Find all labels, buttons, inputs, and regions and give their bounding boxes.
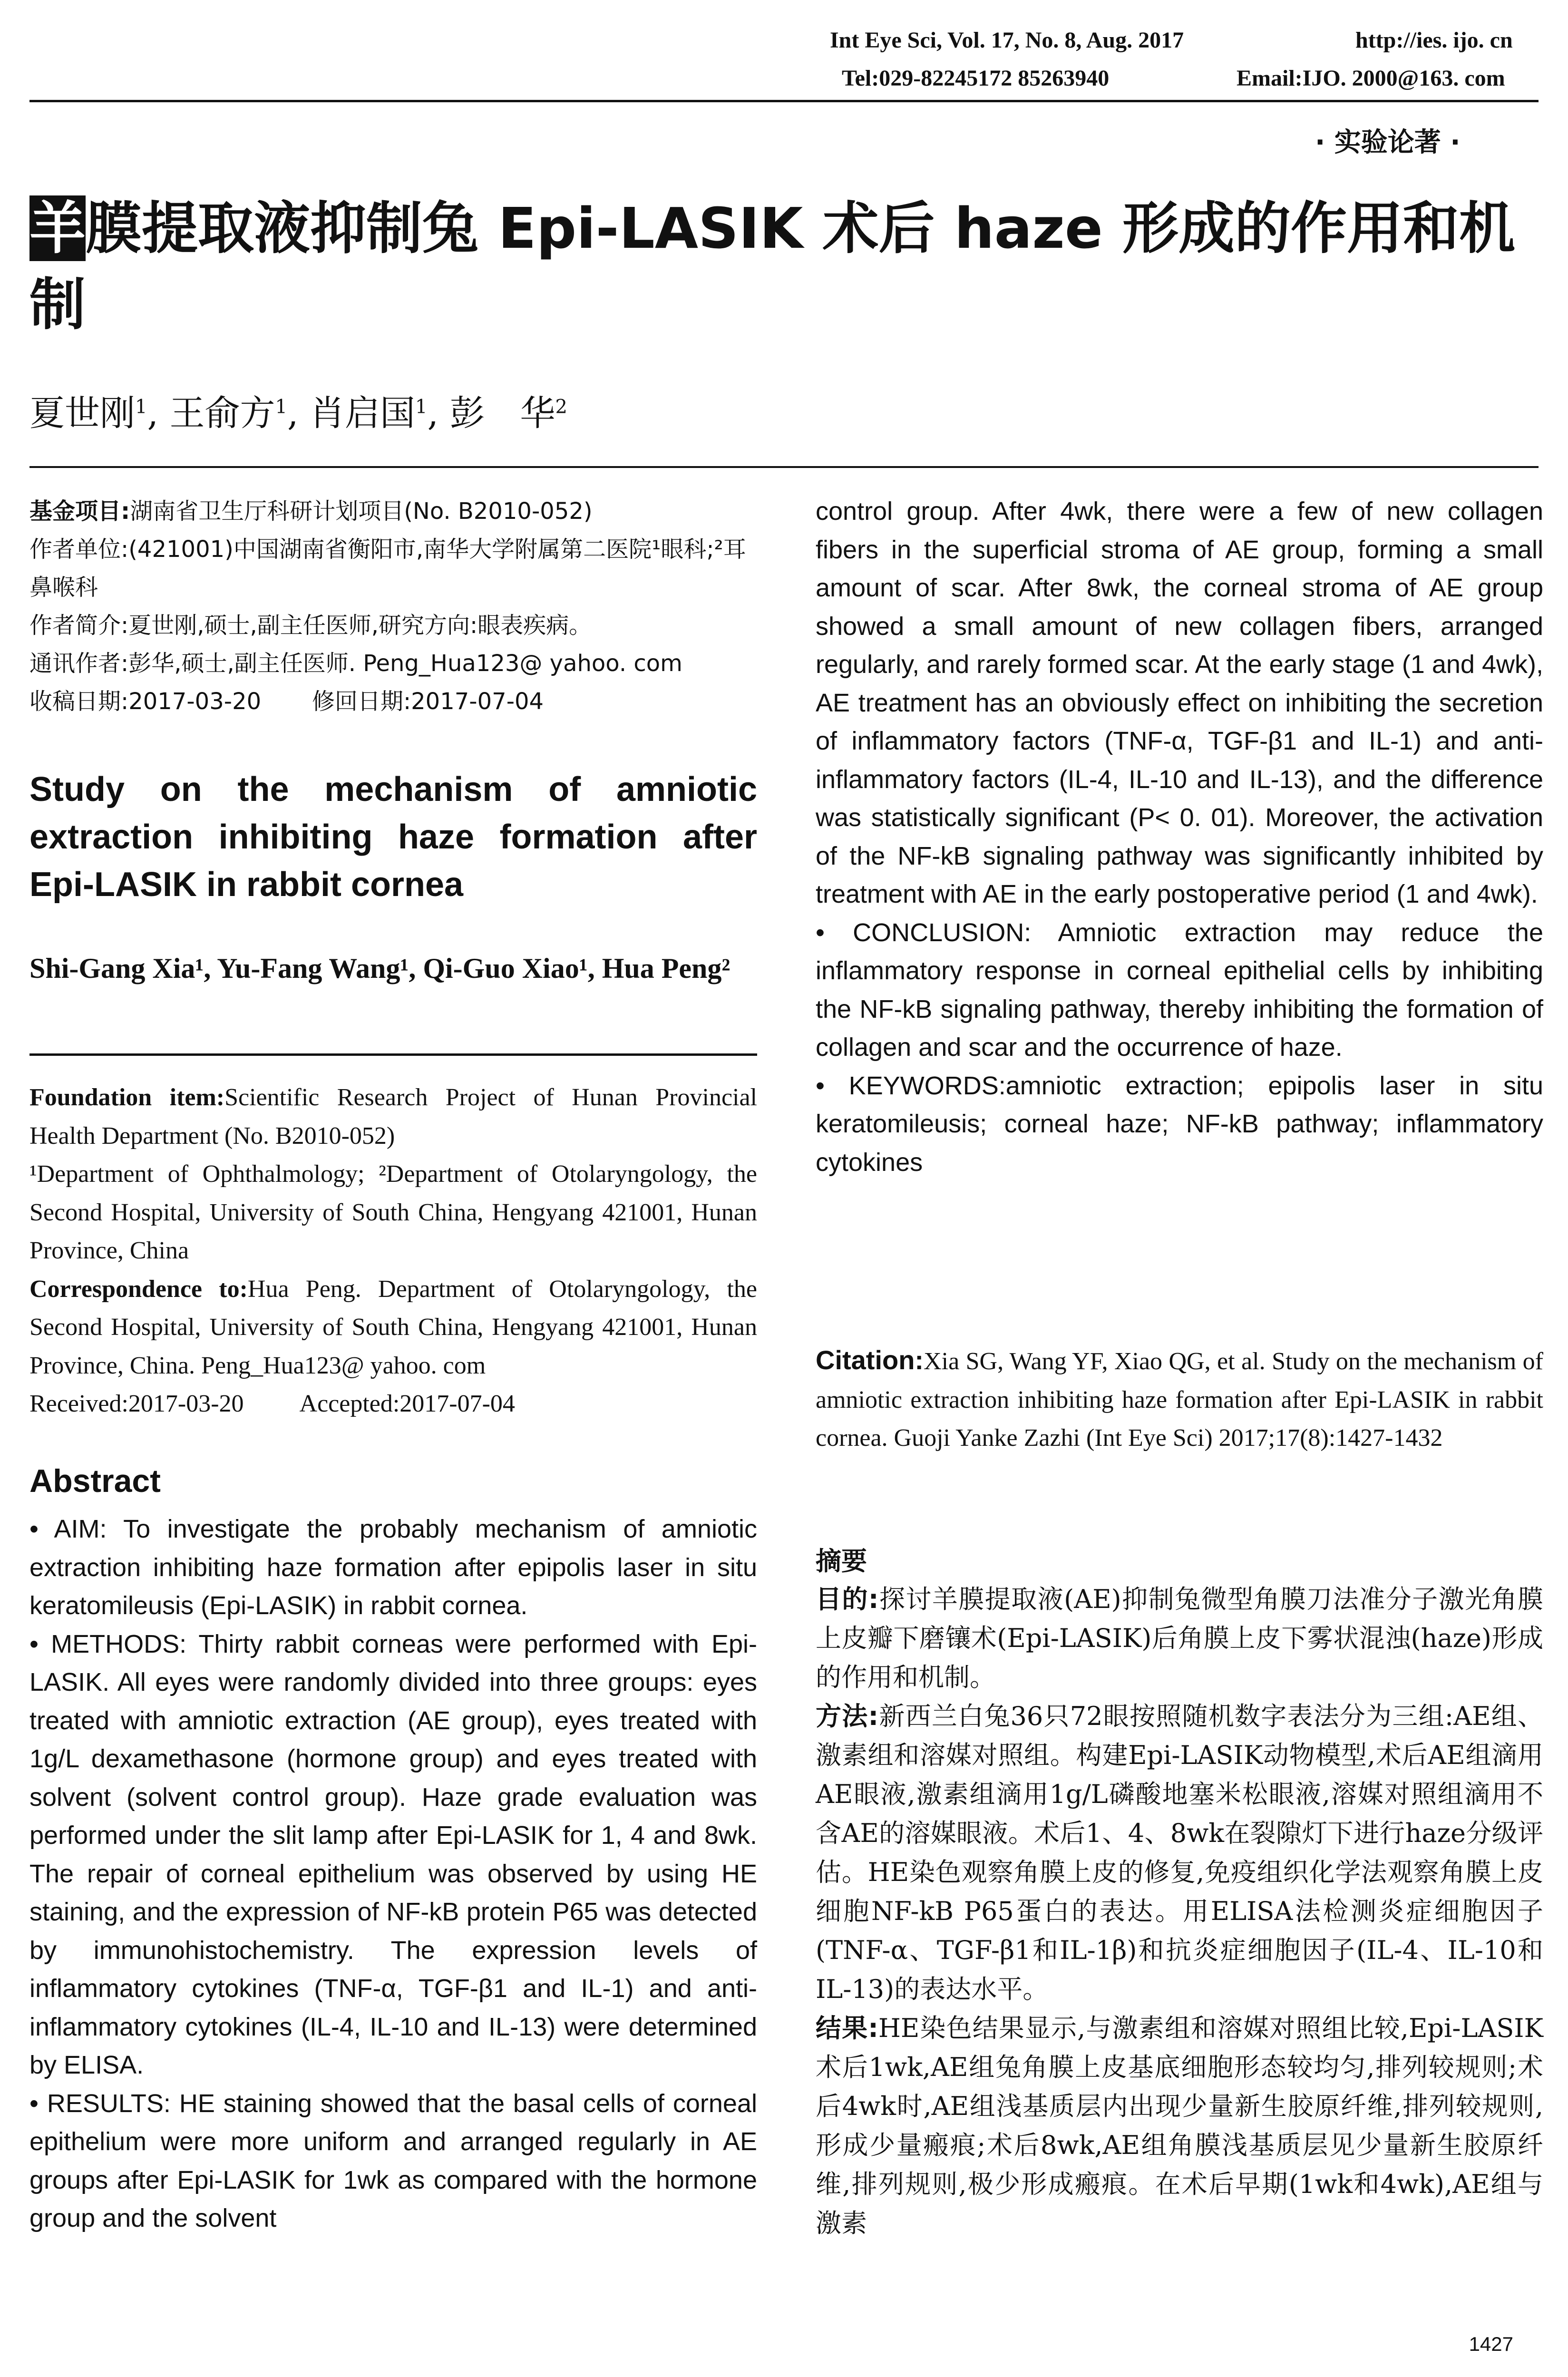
results-label: • RESULTS: <box>29 2089 171 2118</box>
journal-line: Int Eye Sci, Vol. 17, No. 8, Aug. 2017 <box>830 28 1184 53</box>
en-foundation-label: Foundation item: <box>29 1084 225 1111</box>
abstract-results-1 <box>29 2085 757 2238</box>
title-first-char: 羊 <box>29 195 86 261</box>
cn-aim-text: 探讨羊膜提取液(AE)抑制兔微型角膜刀法准分子激光角膜上皮瓣下磨镶术(Epi-LASIK)后角膜上皮下雾状混浊(haze)形成的作用和机制。 <box>816 1584 1543 1692</box>
citation <box>816 1341 1543 1458</box>
en-title: Study on the mechanism of amniotic extraction inhibiting haze formation after Epi-LASIK in rabbit cornea <box>29 770 757 904</box>
header-rule <box>29 100 1539 102</box>
cn-results-label: 结果: <box>816 2013 878 2043</box>
info-cn <box>29 492 757 721</box>
en-accepted: Accepted:2017-07-04 <box>299 1390 515 1417</box>
abstract-cn-methods <box>816 1697 1543 2009</box>
abstract-cn <box>816 1580 1543 2243</box>
abstract-keywords <box>816 1067 1543 1182</box>
info-foundation <box>29 492 757 530</box>
abstract-methods <box>29 1625 757 2085</box>
en-corr-text: Hua Peng. Department of Otolaryngology, the Second Hospital, University of South China, Hengyang 421001, Hunan Province, China. Peng_Hua123@ yahoo. com <box>29 1275 757 1379</box>
conclusion-text: Amniotic extraction may reduce the inflammatory response in corneal epithelial cells by inhibiting the NF-kB signaling pathway, thereby inhibiting the formation of collagen and scar and the occurrence of haze. <box>816 918 1543 1062</box>
abstract-aim <box>29 1510 757 1625</box>
info-label: 作者单位: <box>29 536 129 563</box>
abstract-cn-heading: 摘要 <box>816 1546 867 1576</box>
keywords-label: • KEYWORDS: <box>816 1071 1006 1100</box>
author-sup: 1 <box>135 396 147 418</box>
methods-text: Thirty rabbit corneas were performed with Epi-LASIK. All eyes were randomly divided into three groups: eyes treated with amniotic extraction (AE group), eyes treated with 1g/L dexamethasone (hormone group) and eyes treated with solvent (solvent control group). Haze grade evaluation was performed under the slit lamp after Epi-LASIK for 1, 4 and 8wk. The repair of corneal epithelium was observed by using HE staining, and the expression of NF-kB protein P65 was detected by immunohistochemistry. The expression levels of inflammatory cytokines (TNF-α, TGF-β1 and IL-1) and anti-inflammatory cytokines (IL-4, IL-10 and IL-13) were determined by ELISA. <box>29 1629 757 2079</box>
info-text: 湖南省卫生厅科研计划项目(No. B2010-052) <box>130 498 593 525</box>
abstract-conclusion <box>816 914 1543 1067</box>
abstract-results-2: control group. After 4wk, there were a few of new collagen fibers in the superficial stroma of AE group, forming a small amount of scar. After 8wk, the corneal stroma of AE group showed a small amount of new collagen fibers, arranged regularly, and rarely formed scar. At the early stage (1 and 4wk), AE treatment has an obviously effect on inhibiting the secretion of inflammatory factors (TNF-α, TGF-β1 and IL-1) and anti-inflammatory factors (IL-4, IL-10 and IL-13), and the difference was statistically significant (P< 0. 01). Moreover, the activation of the NF-kB signaling pathway was significantly inhibited by treatment with AE in the early postoperative period (1 and 4wk). <box>816 497 1543 908</box>
abstract-heading: Abstract <box>29 1463 161 1499</box>
info-unit <box>29 530 757 606</box>
author-name: 肖启国 <box>310 393 415 434</box>
en-authors-rule <box>29 1053 757 1056</box>
info-text: 彭华,硕士,副主任医师. Peng_Hua123@ yahoo. com <box>128 650 682 677</box>
en-dates <box>29 1385 757 1423</box>
abstract-cn-aim <box>816 1580 1543 1697</box>
info-label: 修回日期: <box>312 688 411 715</box>
abstract-left <box>29 1510 757 2238</box>
citation-text: Xia SG, Wang YF, Xiao QG, et al. Study on the mechanism of amniotic extraction inhibiting haze formation after Epi-LASIK in rabbit cornea. Guoji Yanke Zazhi (Int Eye Sci) 2017;17(8):1427-1432 <box>816 1348 1543 1452</box>
cn-methods-text: 新西兰白兔36只72眼按照随机数字表法分为三组:AE组、激素组和溶媒对照组。构建Epi-LASIK动物模型,术后AE组滴用AE眼液,激素组滴用1g/L磷酸地塞米松眼液,溶媒对照组滴用不含AE的溶媒眼液。术后1、4、8wk在裂隙灯下进行haze分级评估。HE染色观察角膜上皮的修复,免疫组织化学法观察角膜上皮细胞NF-kB P65蛋白的表达。用ELISA法检测炎症细胞因子(TNF-α、TGF-β1和IL-1β)和抗炎症细胞因子(IL-4、IL-10和IL-13)的表达水平。 <box>816 1701 1543 2004</box>
author-sup: 1 <box>415 396 428 418</box>
results-text-1: HE staining showed that the basal cells of corneal epithelium were more uniform and arranged regularly in AE groups after Epi-LASIK for 1wk as compared with the hormone group and the solvent <box>29 2089 757 2232</box>
author-sup: 1 <box>275 396 287 418</box>
author-sup: 2 <box>555 396 567 418</box>
page-number: 1427 <box>1469 2333 1513 2355</box>
info-bio <box>29 606 757 644</box>
author-name: 夏世刚 <box>29 393 135 434</box>
info-corr <box>29 644 757 682</box>
info-label: 通讯作者: <box>29 650 129 677</box>
cn-results-text: HE染色结果显示,与激素组和溶媒对照组比较,Epi-LASIK术后1wk,AE组兔角膜上皮基底细胞形态较均匀,排列较规则;术后4wk时,AE组浅基质层内出现少量新生胶原纤维,排列较规则,形成少量瘢痕;术后8wk,AE组角膜浅基质层见少量新生胶原纤维,排列规则,极少形成瘢痕。在术后早期(1wk和4wk),AE组与激素 <box>816 2013 1543 2238</box>
authors-rule <box>29 466 1539 468</box>
conclusion-label: • CONCLUSION: <box>816 918 1032 947</box>
abstract-cn-results <box>816 2009 1543 2243</box>
en-foundation <box>29 1079 757 1155</box>
authors-cn: 夏世刚$^1$, 王俞方$^1$, 肖启国$^1$, 彭 华$^2$ <box>29 393 567 434</box>
info-label: 作者简介: <box>29 612 129 639</box>
abstract-right <box>816 492 1543 1181</box>
info-text: 夏世刚,硕士,副主任医师,研究方向:眼表疾病。 <box>128 612 592 639</box>
en-corr-label: Correspondence to: <box>29 1275 248 1303</box>
info-text: (421001)中国湖南省衡阳市,南华大学附属第二医院¹眼科;²耳鼻喉科 <box>29 536 746 601</box>
cn-aim-label: 目的: <box>816 1584 879 1614</box>
info-label: 基金项目: <box>29 498 130 525</box>
en-authors: Shi-Gang Xia¹, Yu-Fang Wang¹, Qi-Guo Xiao¹, Hua Peng² <box>29 953 730 984</box>
en-info <box>29 1079 757 1423</box>
methods-label: • METHODS: <box>29 1629 187 1658</box>
citation-label: Citation: <box>816 1345 924 1375</box>
info-dates <box>29 682 757 721</box>
title-rest: 膜提取液抑制兔 Epi-LASIK 术后 haze 形成的作用和机制 <box>29 195 1516 337</box>
en-dept: ¹Department of Ophthalmology; ²Department of Otolaryngology, the Second Hospital, University of South China, Hengyang 421001, Hunan Province, China <box>29 1160 757 1264</box>
en-corr <box>29 1270 757 1385</box>
author-name: 王俞方 <box>169 393 275 434</box>
aim-label: • AIM: <box>29 1515 107 1543</box>
aim-text: To investigate the probably mechanism of amniotic extraction inhibiting haze formation after epipolis laser in situ keratomileusis (Epi-LASIK) in rabbit cornea. <box>29 1515 758 1620</box>
page-title <box>29 190 1542 342</box>
en-received: Received:2017-03-20 <box>29 1390 244 1417</box>
cn-methods-label: 方法: <box>816 1701 879 1731</box>
info-text: 2017-07-04 <box>411 688 544 715</box>
author-name: 彭 华 <box>449 393 555 434</box>
journal-tel: Tel:029-82245172 85263940 <box>842 66 1110 91</box>
journal-email: Email:IJO. 2000@163. com <box>1237 66 1505 91</box>
keywords-text: amniotic extraction; epipolis laser in situ keratomileusis; corneal haze; NF-kB pathway; inflammatory cytokines <box>816 1071 1543 1177</box>
section-tag: · 实验论著 · <box>1315 127 1461 158</box>
info-label: 收稿日期: <box>29 688 129 715</box>
info-text: 2017-03-20 <box>128 688 262 715</box>
en-foundation-text: Scientific Research Project of Hunan Provincial Health Department (No. B2010-052) <box>29 1084 757 1150</box>
journal-url: http://ies. ijo. cn <box>1355 28 1513 53</box>
